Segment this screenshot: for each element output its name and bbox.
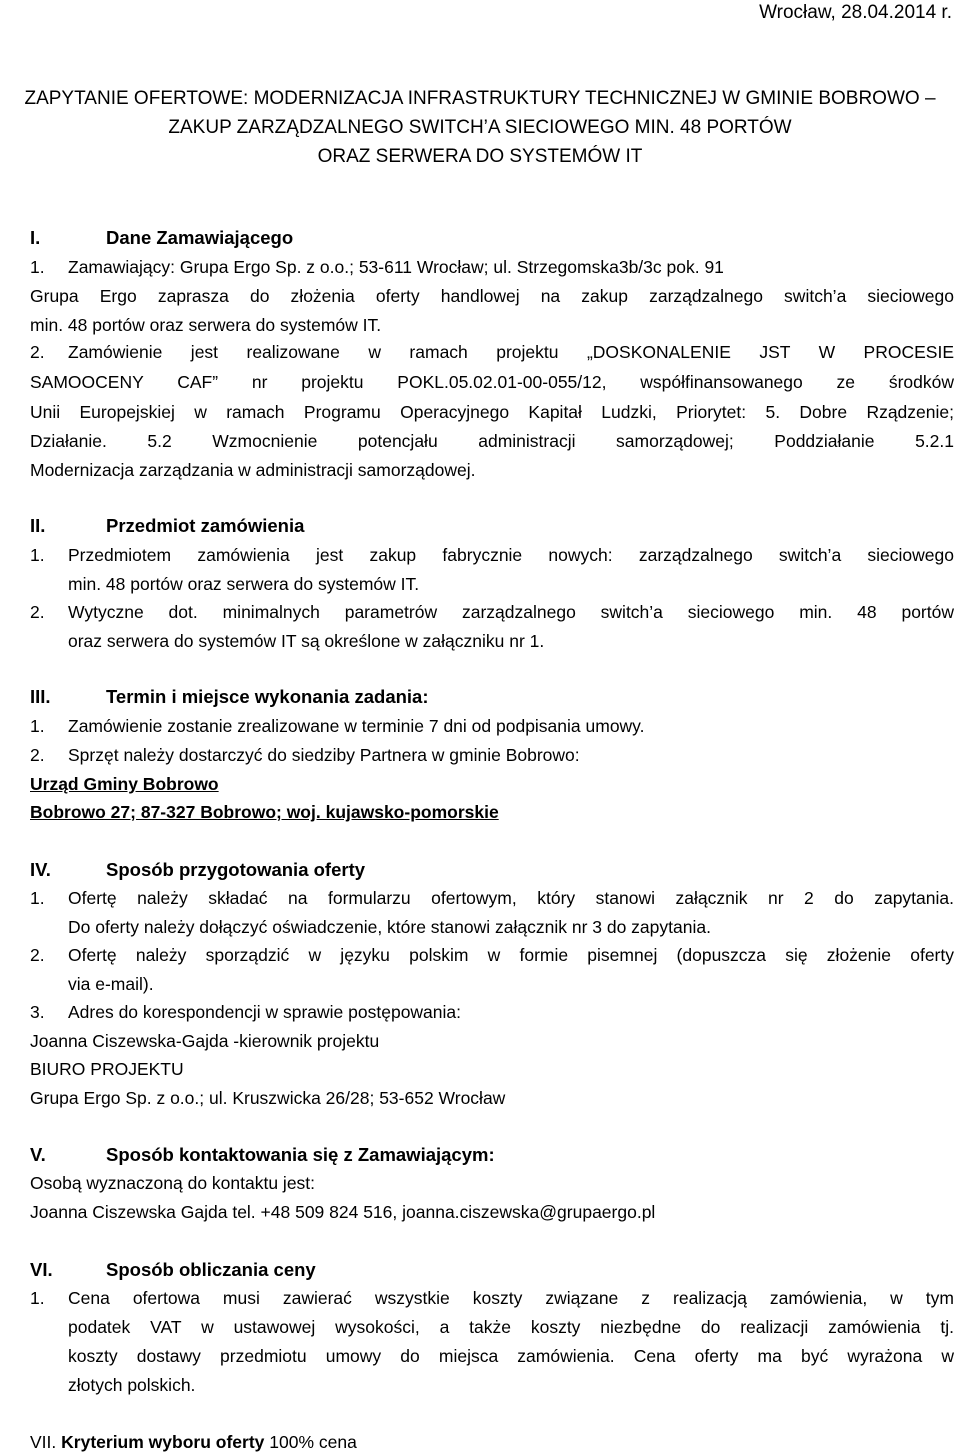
- document-date: Wrocław, 28.04.2014 r.: [759, 2, 952, 23]
- section-number: II.: [30, 515, 46, 536]
- section-number: III.: [30, 686, 51, 707]
- section-number: VII.: [30, 1432, 57, 1452]
- item-number: 1.: [30, 545, 45, 565]
- item-number: 1.: [30, 716, 45, 736]
- delivery-address-name: Urząd Gminy Bobrowo: [30, 774, 219, 794]
- paragraph-line: SAMOOCENY CAF” nr projektu POKL.05.02.01-00-055/12, współfinansowanego ze środków: [30, 372, 954, 392]
- document-title-line-3: ORAZ SERWERA DO SYSTEMÓW IT: [317, 146, 643, 167]
- section-heading-5: [30, 1144, 495, 1166]
- paragraph-line: Grupa Ergo zaprasza do złożenia oferty handlowej na zakup zarządzalnego switch’a sieciowego: [30, 286, 954, 306]
- contact-details: Joanna Ciszewska Gajda tel. +48 509 824 516, joanna.ciszewska@grupaergo.pl: [30, 1202, 656, 1222]
- paragraph-line: Ofertę należy sporządzić w języku polskim w formie pisemnej (dopuszcza się złożenie oferty: [68, 945, 954, 965]
- section-title: Dane Zamawiającego: [106, 227, 294, 248]
- list-item-2-1: [30, 545, 68, 566]
- criterion-value: 100% cena: [269, 1432, 357, 1452]
- document-title-line-1: ZAPYTANIE OFERTOWE: MODERNIZACJA INFRASTRUKTURY TECHNICZNEJ W GMINIE BOBROWO –: [24, 88, 936, 109]
- list-item-4-3: [30, 1002, 461, 1023]
- item-text: Zamówienie zostanie zrealizowane w terminie 7 dni od podpisania umowy.: [68, 716, 645, 736]
- list-item-3-2: [30, 745, 580, 766]
- section-title: Sposób kontaktowania się z Zamawiającym:: [106, 1144, 495, 1165]
- section-number: V.: [30, 1144, 46, 1165]
- paragraph-line: Ofertę należy składać na formularzu ofertowym, który stanowi załącznik nr 2 do zapytania.: [68, 888, 954, 908]
- section-heading-2: [30, 515, 304, 537]
- paragraph-line: Wytyczne dot. minimalnych parametrów zarządzalnego switch’a sieciowego min. 48 portów: [68, 602, 954, 622]
- section-title: Kryterium wyboru oferty: [61, 1432, 265, 1452]
- section-heading-6: [30, 1259, 316, 1281]
- item-text: Adres do korespondencji w sprawie postępowania:: [68, 1002, 462, 1022]
- list-item-4-1: [30, 888, 68, 909]
- item-number: 1.: [30, 888, 45, 908]
- section-heading-1: [30, 227, 293, 249]
- section-heading-7: [30, 1432, 357, 1453]
- document-title-line-2: ZAKUP ZARZĄDZALNEGO SWITCH’A SIECIOWEGO MIN. 48 PORTÓW: [168, 117, 792, 138]
- list-item-4-2: [30, 945, 68, 966]
- section-title: Sposób obliczania ceny: [106, 1259, 316, 1280]
- section-number: VI.: [30, 1259, 53, 1280]
- paragraph-line: min. 48 portów oraz serwera do systemów IT.: [30, 315, 382, 335]
- section-number: IV.: [30, 859, 51, 880]
- contact-address: Grupa Ergo Sp. z o.o.; ul. Kruszwicka 26/28; 53-652 Wrocław: [30, 1088, 506, 1108]
- item-number: 2.: [30, 945, 45, 965]
- section-title: Termin i miejsce wykonania zadania:: [106, 686, 429, 707]
- paragraph-line: Unii Europejskiej w ramach Programu Operacyjnego Kapitał Ludzki, Priorytet: 5. Dobre Rządzenie;: [30, 402, 954, 422]
- paragraph-line: Cena ofertowa musi zawierać wszystkie koszty związane z realizacją zamówienia, w tym: [68, 1288, 954, 1308]
- contact-office: BIURO PROJEKTU: [30, 1059, 184, 1079]
- paragraph-line: Do oferty należy dołączyć oświadczenie, które stanowi załącznik nr 3 do zapytania.: [68, 917, 711, 937]
- delivery-address-street: Bobrowo 27; 87-327 Bobrowo; woj. kujawsko-pomorskie: [30, 802, 499, 822]
- paragraph-line: koszty dostawy przedmiotu umowy do miejsca zamówienia. Cena oferty ma być wyrażona w: [68, 1346, 954, 1366]
- paragraph-line: Modernizacja zarządzania w administracji samorządowej.: [30, 460, 476, 480]
- paragraph-line: via e-mail).: [68, 974, 154, 994]
- list-item-3-1: [30, 716, 645, 737]
- paragraph-line: Działanie. 5.2 Wzmocnienie potencjału administracji samorządowej; Poddziałanie 5.2.1: [30, 431, 954, 451]
- paragraph-line: Przedmiotem zamówienia jest zakup fabrycznie nowych: zarządzalnego switch’a sieciowego: [68, 545, 954, 565]
- item-text: Sprzęt należy dostarczyć do siedziby Partnera w gminie Bobrowo:: [68, 745, 580, 765]
- item-number: 1.: [30, 1288, 45, 1308]
- list-item-6-1: [30, 1288, 68, 1309]
- paragraph-line: oraz serwera do systemów IT są określone w załączniku nr 1.: [68, 631, 545, 651]
- item-number: 2.: [30, 602, 45, 622]
- paragraph-line: min. 48 portów oraz serwera do systemów IT.: [68, 574, 420, 594]
- contact-person: Joanna Ciszewska-Gajda -kierownik projektu: [30, 1031, 380, 1051]
- item-number: 2.: [30, 342, 45, 362]
- paragraph-line: Zamówienie jest realizowane w ramach projektu „DOSKONALENIE JST W PROCESIE: [68, 342, 954, 362]
- list-item-2-2: [30, 602, 68, 623]
- section-title: Przedmiot zamówienia: [106, 515, 305, 536]
- paragraph-line: złotych polskich.: [68, 1375, 196, 1395]
- paragraph-line: podatek VAT w ustawowej wysokości, a także koszty niezbędne do realizacji zamówienia tj.: [68, 1317, 954, 1337]
- section-title: Sposób przygotowania oferty: [106, 859, 366, 880]
- section-heading-3: [30, 686, 429, 708]
- item-text: Zamawiający: Grupa Ergo Sp. z o.o.; 53-611 Wrocław; ul. Strzegomska3b/3c pok. 91: [68, 257, 724, 277]
- item-number: 3.: [30, 1002, 45, 1022]
- list-item-1-1: [30, 257, 724, 278]
- item-number: 2.: [30, 745, 45, 765]
- item-number: 1.: [30, 257, 45, 277]
- section-number: I.: [30, 227, 41, 248]
- list-item-1-2: [30, 342, 68, 363]
- section-heading-4: [30, 859, 365, 881]
- paragraph-line: Osobą wyznaczoną do kontaktu jest:: [30, 1173, 316, 1193]
